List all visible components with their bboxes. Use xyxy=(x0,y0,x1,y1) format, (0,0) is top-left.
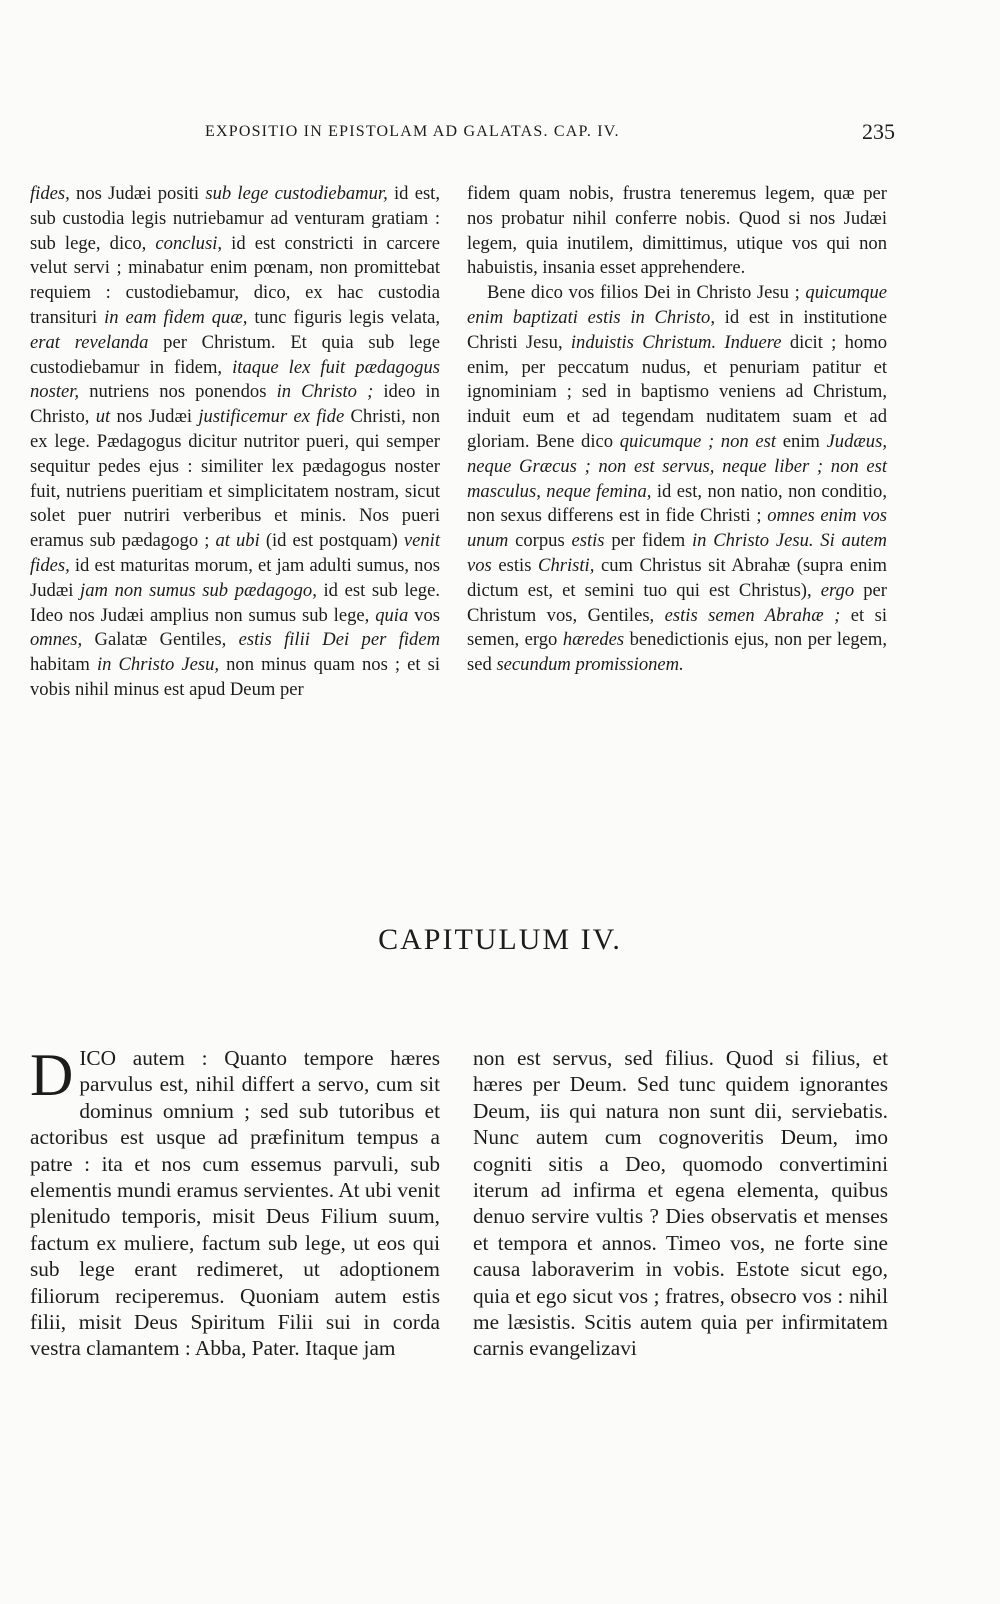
italic-run: conclusi, xyxy=(155,232,223,254)
text-run: per Christum. Et quia sub lege custodiebamur in fidem, xyxy=(30,331,440,378)
italic-run: itaque lex fuit pædagogus noster, xyxy=(30,356,440,403)
text-run: id est constricti in carcere velut servi ; minabatur enim pœnam, non promittebat requiem : custodiebamur, dico, ex hac custodia transituri xyxy=(30,232,440,328)
text-run: Galatæ Gentiles, xyxy=(82,629,239,651)
italic-run: sub lege custodiebamur, xyxy=(205,183,388,204)
text-run: nutriens nos ponendos xyxy=(79,381,277,403)
italic-run: quia xyxy=(375,604,409,626)
text-run: id est sub lege. Ideo nos Judæi amplius non sumus sub lege, xyxy=(30,579,440,626)
text-run: nos Judæi positi xyxy=(69,183,206,204)
italic-run: venit fides, xyxy=(30,530,441,576)
italic-run: estis semen Abrahæ ; xyxy=(664,604,841,626)
italic-run: hæredes xyxy=(562,629,625,651)
paragraph-text: ICO autem : Quanto tempore hæres parvulus est, nihil differt a servo, cum sit dominus omnium ; sed sub tutoribus et actoribus est usque ad præfinitum tempus a patre : ita et nos cum essemus parvuli, sub elementis mundi eramus servientes. At ubi venit plenitudo temporis, misit Deus Filium suum, factum ex muliere, factum sub lege, ut eos qui sub lege erant redimeret, ut adoptionem filiorum reciperemus. Quoniam autem estis filii, misit Deus Spiritum Filii sui in corda vestra clamantem : Abba, Pater. Itaque jam xyxy=(30,1046,440,1361)
italic-run: induistis Christum. Induere xyxy=(570,331,782,353)
text-run: per fidem xyxy=(604,530,692,552)
text-run: id est maturitas morum, et jam adulti sumus, nos Judæi xyxy=(30,554,440,601)
drop-cap: D xyxy=(30,1042,74,1108)
italic-run: omnes, xyxy=(30,629,83,651)
page-number: 235 xyxy=(862,119,895,144)
text-run: non minus quam nos ; et si vobis nihil minus est apud Deum per xyxy=(30,654,441,700)
italic-run: in eam fidem quæ, xyxy=(104,306,248,328)
text-run: tunc figuris legis velata, xyxy=(247,306,441,328)
text-run: dicit ; homo enim, per peccatum nudus, et penuriam patitur et ignominiam ; sed in baptismo veniens ad Christum, induit eum et ad tegendam nuditatem suam et ad gloriam. Bene dico xyxy=(467,331,887,452)
top-left-column xyxy=(30,182,440,703)
bottom-left-column xyxy=(30,1042,440,1362)
paragraph xyxy=(467,281,887,678)
text-run: et si semen, ergo xyxy=(467,604,887,651)
text-run: vos xyxy=(408,604,440,626)
text-run: benedictionis ejus, non per legem, sed xyxy=(467,629,887,676)
text-run: cum Christus sit Abrahæ (supra enim dictum est, et semini tuo qui est Christus), xyxy=(467,554,887,601)
italic-run: jam non sumus sub pædagogo, xyxy=(80,579,317,601)
paragraph xyxy=(467,182,887,281)
text-run: per Christum vos, Gentiles, xyxy=(467,579,887,626)
italic-run: ut xyxy=(95,406,111,428)
italic-run: fides, xyxy=(30,183,70,204)
italic-run: at ubi xyxy=(215,530,260,552)
paragraph xyxy=(30,1042,440,1362)
text-run: Christi, non ex lege. Pædagogus dicitur nutritor pueri, qui semper sequitur pedes ejus : similiter lex pædagogus noster fuit, nutriens pueritiam et simplicitatem nostram, sicut solet puer nutriri verberibus et minis. Nos pueri eramus sub pædagogo ; xyxy=(30,406,440,552)
italic-run: quicumque ; non est xyxy=(619,430,777,452)
italic-run: justificemur ex fide xyxy=(198,406,345,428)
text-run: id est, non natio, non conditio, non sexus differens est in fide Christi ; xyxy=(467,480,887,527)
italic-run: ergo xyxy=(820,579,855,601)
text-run: habitam xyxy=(30,654,97,676)
italic-run: estis filii Dei per fidem xyxy=(238,629,441,651)
text-run: nos Judæi xyxy=(110,406,199,428)
text-run: corpus xyxy=(508,530,572,552)
text-run: id est in institutione Christi Jesu, xyxy=(467,306,887,353)
italic-run: Christi, xyxy=(538,554,595,576)
bottom-right-column xyxy=(473,1045,888,1362)
italic-run: estis xyxy=(571,530,605,552)
paragraph: non est servus, sed filius. Quod si filius, et hæres per Deum. Sed tunc quidem ignorantes Deum, iis qui natura non sunt dii, serviebatis. Nunc autem cum cognoveritis Deum, imo cogniti sitis a Deo, quomodo convertimini iterum ad infirma et egena elementa, quibus denuo servire vultis ? Dies observatis et menses et tempora et annos. Timeo vos, ne forte sine causa laboraverim in vobis. Estote sicut ego, quia et ego sicut vos ; fratres, obsecro vos : nihil me læsistis. Scitis autem quia per infirmitatem carnis evangelizavi xyxy=(473,1046,888,1361)
italic-run: secundum promissionem. xyxy=(496,654,684,676)
running-head-title: EXPOSITIO IN EPISTOLAM AD GALATAS. CAP. IV. xyxy=(205,123,620,140)
italic-run: quicumque enim baptizati estis in Christo, xyxy=(467,282,887,328)
italic-run: in Christo ; xyxy=(276,381,374,403)
text-run: fidem quam nobis, frustra teneremus legem, quæ per nos probatur nihil conferre nobis. Quod si nos Judæi legem, quia inutilem, dimittimus, utique vos qui non habuistis, insania esset apprehendere. xyxy=(467,183,887,279)
italic-run: erat revelanda xyxy=(30,331,149,353)
chapter-heading: CAPITULUM IV. xyxy=(378,923,622,956)
running-head xyxy=(205,119,895,153)
italic-run: Judæus, neque Græcus ; non est servus, neque liber ; non est masculus, neque femina, xyxy=(467,430,887,502)
text-run: estis xyxy=(491,554,539,576)
italic-run: in Christo Jesu, xyxy=(96,654,220,676)
paragraph xyxy=(30,182,440,703)
italic-run: in Christo Jesu. Si autem vos xyxy=(467,530,887,576)
italic-run: omnes enim vos unum xyxy=(467,505,887,552)
top-right-column xyxy=(467,182,887,678)
text-run: ideo in Christo, xyxy=(30,381,440,428)
text-run: (id est postquam) xyxy=(259,530,404,552)
text-run: id est, sub custodia legis nutriebamur ad venturam gratiam : sub lege, dico, xyxy=(30,183,440,254)
text-run: enim xyxy=(776,430,827,452)
text-run: Bene dico vos filios Dei in Christo Jesu ; xyxy=(487,282,806,304)
